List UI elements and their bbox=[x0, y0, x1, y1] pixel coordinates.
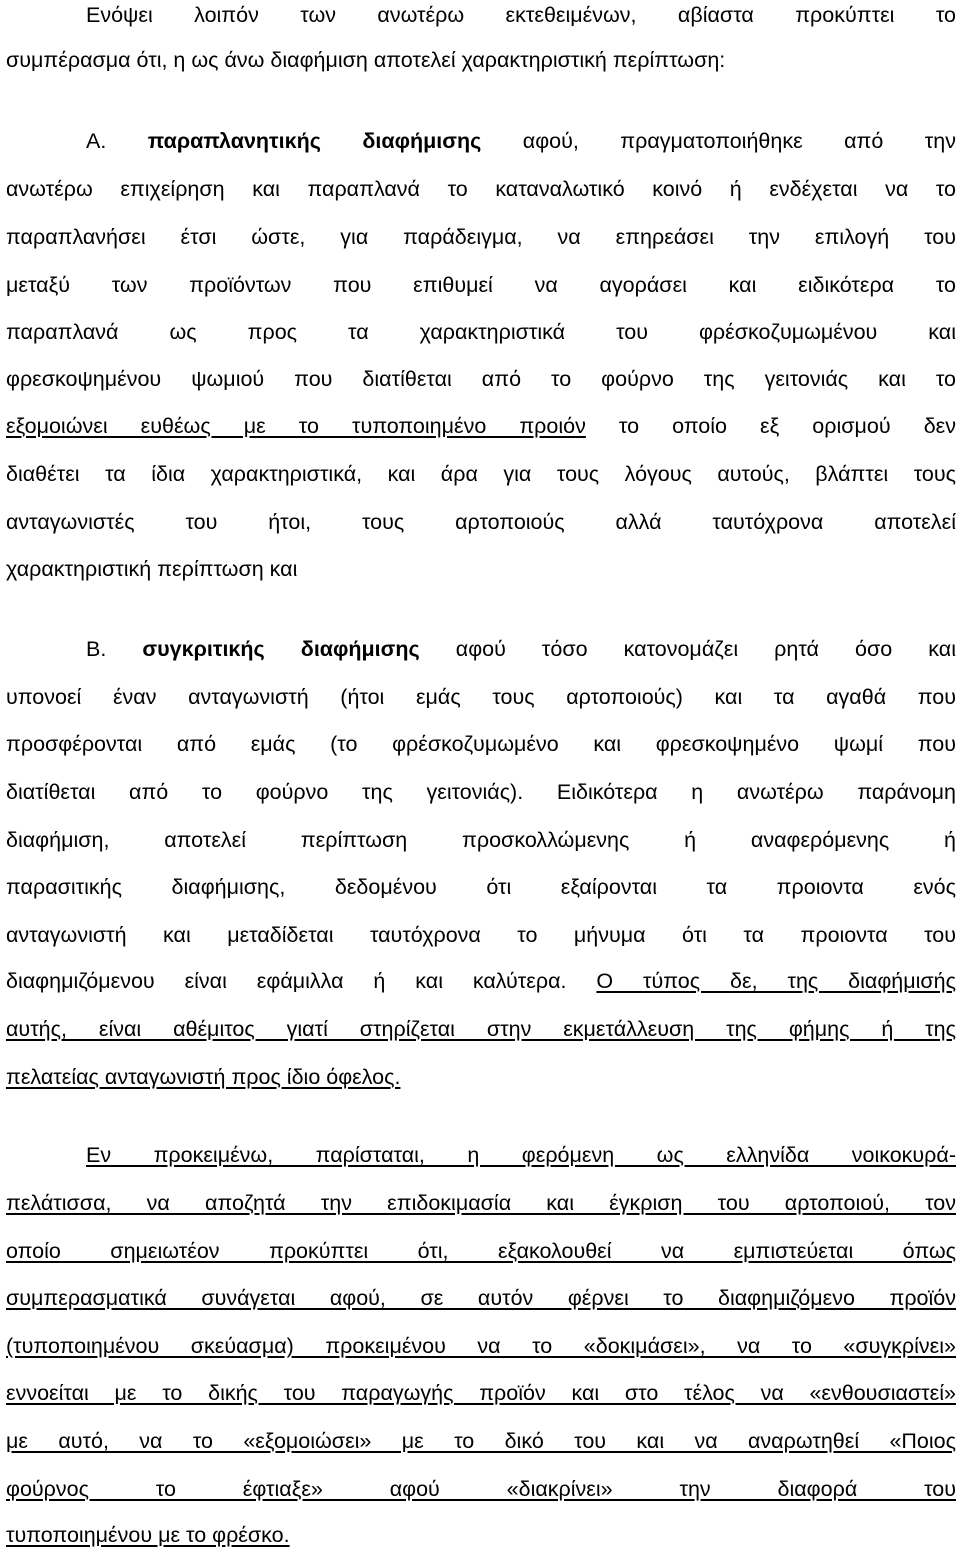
section-b-line8-underlined: Ο τύπος δε, της διαφήμισής bbox=[596, 969, 956, 993]
section-b-line-5 bbox=[6, 825, 956, 855]
section-a-line-7 bbox=[6, 411, 956, 441]
final-line-8 bbox=[6, 1474, 956, 1504]
section-a-bold-term: παραπλανητικής διαφήμισης bbox=[147, 129, 482, 153]
final-line-3 bbox=[6, 1236, 956, 1266]
final-text-2: πελάτισσα, να αποζητά την επιδοκιμασία και έγκριση του αρτοποιού, τον bbox=[6, 1191, 956, 1215]
section-a-line-6 bbox=[6, 364, 956, 394]
section-b-line-6 bbox=[6, 872, 956, 902]
section-a-line-9 bbox=[6, 507, 956, 537]
section-b-text-6: παρασιτικής διαφήμισης, δεδομένου ότι εξαίρονται τα προιοντα ενός bbox=[6, 875, 956, 899]
section-a-text-9: ανταγωνιστές του ήτοι, τους αρτοποιούς αλλά ταυτόχρονα αποτελεί bbox=[6, 510, 956, 534]
final-text-1: Εν προκειμένω, παρίσταται, η φερόμενη ως ελληνίδα νοικοκυρά- bbox=[86, 1143, 956, 1167]
final-line-1 bbox=[6, 1140, 956, 1170]
section-b-line-10 bbox=[6, 1062, 956, 1092]
section-a-text-8: διαθέτει τα ίδια χαρακτηριστικά, και άρα για τους λόγους αυτούς, βλάπτει τους bbox=[6, 462, 956, 486]
section-a-first-rest: αφού, πραγματοποιήθηκε από την bbox=[522, 129, 956, 153]
intro-line-1 bbox=[6, 0, 956, 30]
section-a-text-10: χαρακτηριστική περίπτωση και bbox=[6, 557, 298, 581]
section-a-text-4: μεταξύ των προϊόντων που επιθυμεί να αγοράσει και ειδικότερα το bbox=[6, 273, 956, 297]
section-b-bold-term: συγκριτικής διαφήμισης bbox=[142, 637, 420, 661]
section-a-marker: Α. bbox=[86, 129, 107, 153]
section-a-line-1 bbox=[6, 126, 956, 156]
section-a-text-6: φρεσκοψημένου ψωμιού που διατίθεται από το φούρνο της γειτονιάς και το bbox=[6, 367, 956, 391]
final-line-4 bbox=[6, 1283, 956, 1313]
final-line-2 bbox=[6, 1188, 956, 1218]
section-b-underlined-text-2: πελατείας ανταγωνιστή προς ίδιο όφελος. bbox=[6, 1065, 401, 1089]
final-text-4: συμπερασματικά συνάγεται αφού, σε αυτόν φέρνει το διαφημιζόμενο προϊόν bbox=[6, 1286, 956, 1310]
section-b-line-1 bbox=[6, 634, 956, 664]
section-a-text-3: παραπλανήσει έτσι ώστε, για παράδειγμα, να επηρεάσει την επιλογή του bbox=[6, 225, 956, 249]
final-text-3: οποίο σημειωτέον προκύπτει ότι, εξακολουθεί να εμπιστεύεται όπως bbox=[6, 1239, 956, 1263]
section-b-underlined-text-1: αυτής, είναι αθέμιτος γιατί στηρίζεται στην εκμετάλλευση της φήμης ή της bbox=[6, 1017, 956, 1041]
section-b-text-3: προσφέρονται από εμάς (το φρέσκοζυμωμένο και φρεσκοψημένο ψωμί που bbox=[6, 732, 956, 756]
section-a-text-5: παραπλανά ως προς τα χαρακτηριστικά του φρέσκοζυμωμένου και bbox=[6, 320, 956, 344]
section-b-line8-start: διαφημιζόμενου είναι εφάμιλλα ή και καλύτερα. bbox=[6, 969, 567, 993]
section-a-line-8 bbox=[6, 459, 956, 489]
section-b-line-2 bbox=[6, 682, 956, 712]
section-a-line-2 bbox=[6, 174, 956, 204]
section-b-line4-rest: Ειδικότερα η ανωτέρω παράνομη bbox=[556, 780, 956, 804]
section-b-line-4 bbox=[6, 777, 956, 807]
section-b-line-7 bbox=[6, 920, 956, 950]
section-a-line-4 bbox=[6, 270, 956, 300]
intro-line-2 bbox=[6, 45, 956, 75]
final-text-9: τυποποιημένου με το φρέσκο. bbox=[6, 1523, 290, 1547]
final-line-6 bbox=[6, 1378, 956, 1408]
section-b-text-5: διαφήμιση, αποτελεί περίπτωση προσκολλώμενης ή αναφερόμενης ή bbox=[6, 828, 956, 852]
final-line-7 bbox=[6, 1426, 956, 1456]
section-b-line-9 bbox=[6, 1014, 956, 1044]
final-line-5 bbox=[6, 1331, 956, 1361]
intro-text-2: συμπέρασμα ότι, η ως άνω διαφήμιση αποτελεί χαρακτηριστική περίπτωση: bbox=[6, 48, 726, 72]
section-b-text-7: ανταγωνιστή και μεταδίδεται ταυτόχρονα το μήνυμα ότι τα προιοντα του bbox=[6, 923, 956, 947]
section-b-line4-start: διατίθεται από το φούρνο της γειτονιάς). bbox=[6, 780, 524, 804]
section-a-text-2: ανωτέρω επιχείρηση και παραπλανά το καταναλωτικό κοινό ή ενδέχεται να το bbox=[6, 177, 956, 201]
intro-text-1: Ενόψει λοιπόν των ανωτέρω εκτεθειμένων, αβίαστα προκύπτει το bbox=[86, 3, 956, 27]
final-text-8: φούρνος το έφτιαξε» αφού «διακρίνει» την διαφορά του bbox=[6, 1477, 956, 1501]
section-b-line-8 bbox=[6, 966, 956, 996]
section-b-first-rest: αφού τόσο κατονομάζει ρητά όσο και bbox=[455, 637, 956, 661]
final-text-5: (τυποποιημένου σκεύασμα) προκειμένου να το «δοκιμάσει», να το «συγκρίνει» bbox=[6, 1334, 956, 1358]
section-a-underlined-rest: το οποίο εξ ορισμού δεν bbox=[618, 414, 956, 438]
section-a-line-5 bbox=[6, 317, 956, 347]
section-a-line-3 bbox=[6, 222, 956, 252]
final-text-6: εννοείται με το δικής του παραγωγής προϊόν και στο τέλος να «ενθουσιαστεί» bbox=[6, 1381, 956, 1405]
section-b-marker: Β. bbox=[86, 637, 107, 661]
section-a-underlined-part: εξομοιώνει ευθέως με το τυποποιημένο προιόν bbox=[6, 414, 586, 438]
section-b-line-3 bbox=[6, 729, 956, 759]
final-text-7: με αυτό, να το «εξομοιώσει» με το δικό του και να αναρωτηθεί «Ποιος bbox=[6, 1429, 956, 1453]
final-line-9 bbox=[6, 1520, 956, 1550]
section-a-line-10 bbox=[6, 554, 956, 584]
section-b-text-2: υπονοεί έναν ανταγωνιστή (ήτοι εμάς τους αρτοποιούς) και τα αγαθά που bbox=[6, 685, 956, 709]
